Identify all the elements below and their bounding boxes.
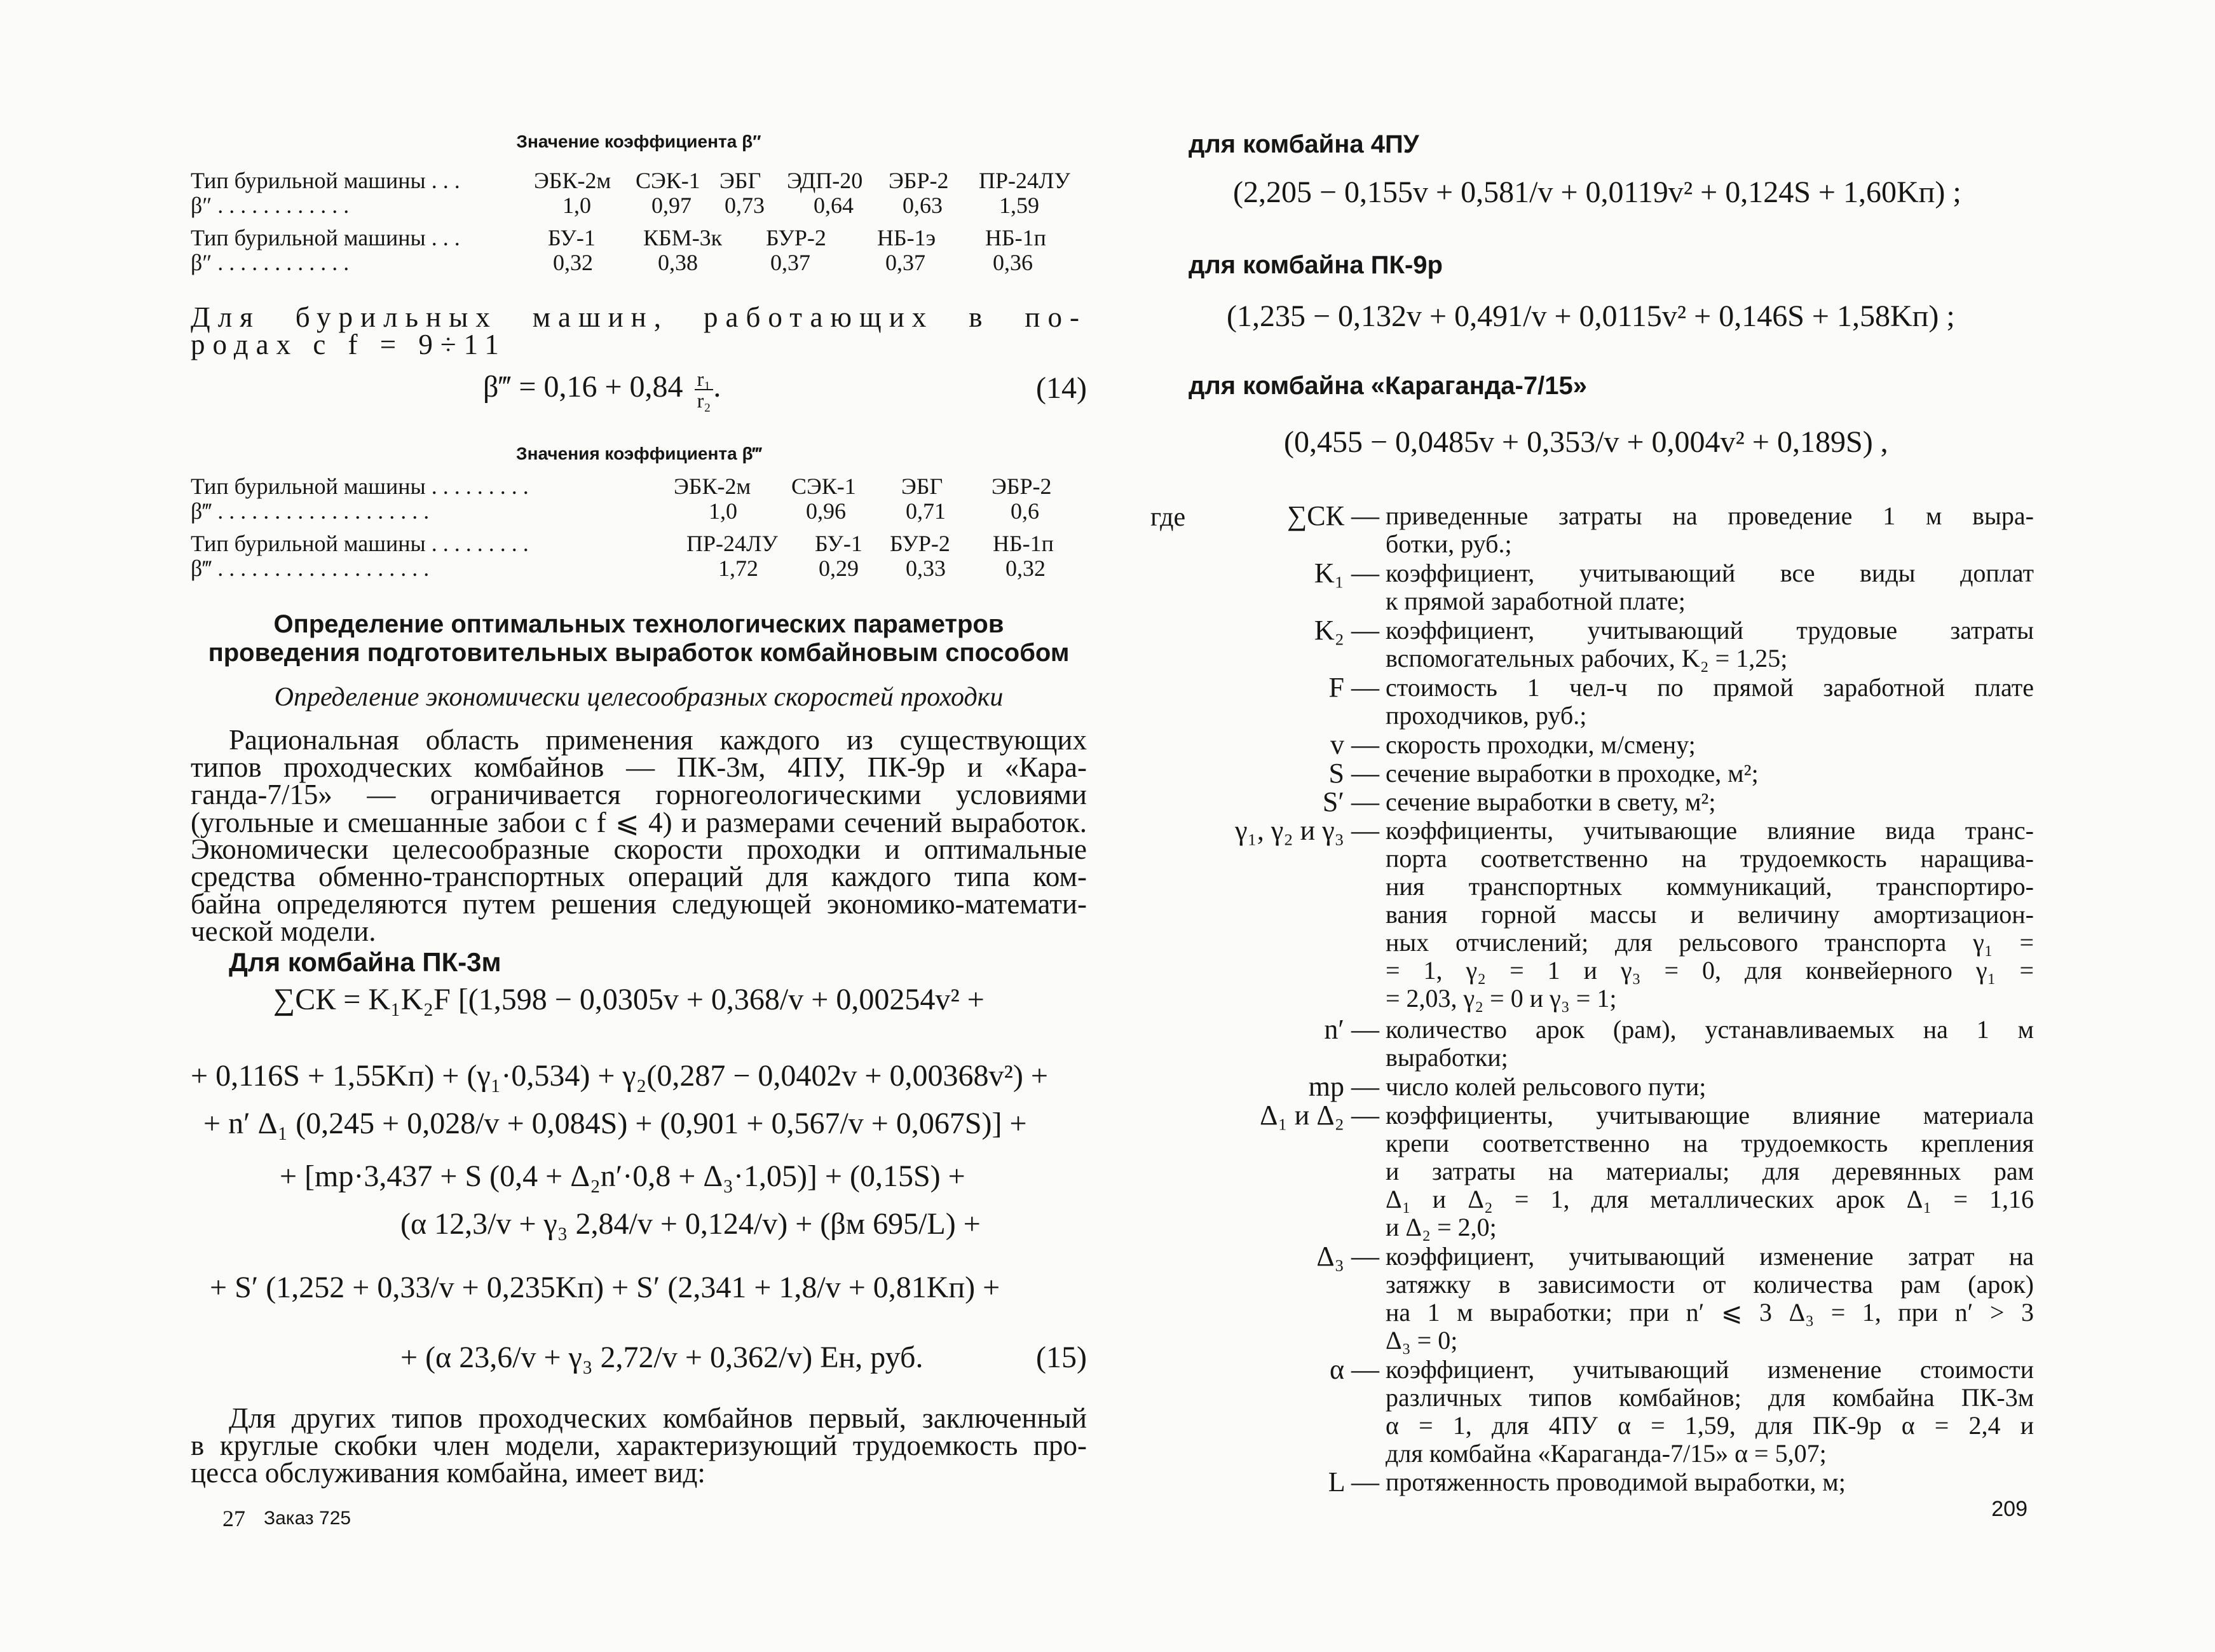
glossary-term: n′ — bbox=[1324, 1014, 1379, 1045]
table1-cell: 0,97 bbox=[651, 193, 692, 218]
para-line: Рациональная область применения каждого из существующих bbox=[229, 724, 1087, 756]
page-number: 209 bbox=[1991, 1497, 2028, 1521]
glossary-definition: коэффициент, учитывающий изменение затрат на затяжку в зависимости от количества рам (арок) на 1 м выработки; при n′ ⩽ 3 Δ₃ = 1, при n′ > 3 Δ₃ = 0; bbox=[1386, 1242, 2034, 1355]
equation-line: ∑СК = K₁K₂F [(1,598 − 0,0305v + 0,368/v + 0,00254v² + bbox=[273, 983, 985, 1016]
table2-cell: 0,32 bbox=[1005, 556, 1046, 581]
table1-cell: 1,59 bbox=[999, 193, 1039, 218]
table1-cell: 0,37 bbox=[770, 250, 810, 275]
table1-cell: БУР-2 bbox=[766, 225, 826, 250]
glossary-definition: число колей рельсового пути; bbox=[1386, 1072, 1707, 1101]
para-line: байна определяются путем решения следующей экономико-математи- bbox=[191, 888, 1087, 920]
formula-karaganda: (0,455 − 0,0485v + 0,353/v + 0,004v² + 0,189S) , bbox=[1284, 425, 1888, 459]
formula-14-main: β‴ = 0,16 + 0,84 bbox=[483, 370, 683, 404]
table2-cell: 1,72 bbox=[718, 556, 758, 581]
where-label: где bbox=[1150, 503, 1186, 532]
table2-cell: 0,6 bbox=[1011, 498, 1039, 524]
glossary-term: Δ₁ и Δ₂ — bbox=[1260, 1100, 1379, 1131]
glossary-definition: стоимость 1 чел-ч по прямой заработной плате проходчиков, руб.; bbox=[1386, 673, 2034, 730]
table2-cell: СЭК-1 bbox=[791, 474, 856, 499]
table1-cell: 0,63 bbox=[903, 193, 943, 218]
table2-title: Значения коэффициента β‴ bbox=[516, 444, 761, 463]
section-subheading: Определение экономически целесообразных скоростей проходки bbox=[274, 683, 1004, 712]
table1-beta-label: β″ . . . . . . . . . . . . bbox=[191, 193, 350, 218]
table1-type-label: Тип бурильной машины . . . bbox=[191, 225, 460, 250]
equation-15-number: (15) bbox=[1036, 1341, 1087, 1374]
glossary-term: K₂ — bbox=[1314, 615, 1379, 646]
combine-pk9r-label: для комбайна ПК-9р bbox=[1189, 251, 1443, 279]
formula-14-number: (14) bbox=[1036, 371, 1087, 405]
tail-line: в круглые скобки член модели, характеризующий трудоемкость про- bbox=[191, 1430, 1087, 1461]
formula-14-den: r₂ bbox=[697, 389, 711, 412]
table1-beta-label: β″ . . . . . . . . . . . . bbox=[191, 250, 350, 275]
table1-cell: НБ-1э bbox=[877, 225, 936, 250]
glossary-term: L — bbox=[1328, 1466, 1379, 1498]
equation-line: + (α 23,6/v + γ₃ 2,72/v + 0,362/v) Eн, руб. bbox=[400, 1341, 923, 1374]
glossary-term: ∑СК — bbox=[1286, 500, 1379, 531]
table1-cell: КБМ-3к bbox=[643, 225, 723, 250]
glossary-definition: скорость проходки, м/смену; bbox=[1386, 730, 1696, 759]
tail-line: цесса обслуживания комбайна, имеет вид: bbox=[191, 1457, 705, 1489]
glossary-definition: коэффициенты, учитывающие влияние вида транс- порта соответственно на трудоемкость наращива- ния транспортных коммуникаций, транспортиро- вания горной массы и величину амортизацион- ных отчислений; для рельсового транспорта γ₁ = = 1, γ₂ = 1 и γ₃ = 0, для конвейерного γ₁ = = 2,03, γ₂ = 0 и γ₃ = 1; bbox=[1386, 816, 2034, 1013]
table1-row2-values bbox=[191, 249, 1087, 287]
table1-cell: СЭК-1 bbox=[636, 168, 700, 193]
glossary-definition: коэффициент, учитывающий все виды доплат к прямой заработной плате; bbox=[1386, 559, 2034, 615]
para-line: ческой модели. bbox=[191, 915, 376, 947]
table1-cell: ПР-24ЛУ bbox=[979, 168, 1070, 193]
table2-cell: ЭБГ bbox=[901, 474, 943, 499]
glossary-term: Δ₃ — bbox=[1316, 1241, 1379, 1272]
table2-cell: 1,0 bbox=[709, 498, 737, 524]
equation-line: + [mр·3,437 + S (0,4 + Δ₂n′·0,8 + Δ₃·1,05)] + (0,15S) + bbox=[280, 1159, 965, 1193]
table2-row2-values bbox=[191, 555, 1087, 593]
pk3m-label: Для комбайна ПК-3м bbox=[229, 947, 501, 977]
table2-cell: 0,96 bbox=[806, 498, 846, 524]
table1-type-label: Тип бурильной машины . . . bbox=[191, 168, 460, 193]
table1-cell: ЭБК-2м bbox=[534, 168, 611, 193]
table2-cell: НБ-1п bbox=[993, 531, 1054, 556]
glossary-term: v — bbox=[1330, 729, 1379, 760]
table2-beta-label: β‴ . . . . . . . . . . . . . . . . . . . bbox=[191, 498, 430, 524]
formula-pk9r: (1,235 − 0,132v + 0,491/v + 0,0115v² + 0,146S + 1,58Kп) ; bbox=[1227, 299, 1955, 333]
glossary-definition: приведенные затраты на проведение 1 м выра- ботки, руб.; bbox=[1386, 502, 2034, 558]
para-line: средства обменно-транспортных операций для каждого типа ком- bbox=[191, 861, 1087, 892]
glossary-definition: протяженность проводимой выработки, м; bbox=[1386, 1468, 1846, 1496]
intro-line-1: Для бурильных машин, работающих в по- bbox=[191, 301, 1087, 333]
para-line: (угольные и смешанные забои с f ⩽ 4) и размерами сечений выработок. bbox=[191, 807, 1087, 838]
table1-cell: 0,36 bbox=[993, 250, 1033, 275]
formula-14-fraction bbox=[695, 369, 714, 411]
intro-line-2: родах с f = 9÷11 bbox=[191, 329, 507, 360]
combine-4pu-label: для комбайна 4ПУ bbox=[1189, 130, 1419, 158]
equation-line: + n′ Δ₁ (0,245 + 0,028/v + 0,084S) + (0,901 + 0,567/v + 0,067S)] + bbox=[203, 1107, 1027, 1140]
formula-4pu: (2,205 − 0,155v + 0,581/v + 0,0119v² + 0,124S + 1,60Kп) ; bbox=[1233, 175, 1961, 209]
glossary-term: mр — bbox=[1308, 1071, 1379, 1102]
table1-cell: 0,38 bbox=[658, 250, 698, 275]
table2-type-label: Тип бурильной машины . . . . . . . . . bbox=[191, 531, 529, 556]
footer-order: Заказ 725 bbox=[264, 1508, 351, 1529]
table2-beta-label: β‴ . . . . . . . . . . . . . . . . . . . bbox=[191, 556, 430, 581]
table2-cell: ЭБР-2 bbox=[992, 474, 1052, 499]
formula-14: β‴ = 0,16 + 0,84 $\frac{\text{r₁}}{\text{r₂}}$ . bbox=[483, 367, 721, 412]
table2-cell: 0,71 bbox=[906, 498, 946, 524]
table1-cell: 0,64 bbox=[814, 193, 854, 218]
tail-line: Для других типов проходческих комбайнов первый, заключенный bbox=[229, 1402, 1087, 1434]
glossary-definition: коэффициент, учитывающий трудовые затраты вспомогательных рабочих, K₂ = 1,25; bbox=[1386, 616, 2034, 672]
table1-cell: ЭБГ bbox=[719, 168, 761, 193]
table1-cell: БУ-1 bbox=[548, 225, 596, 250]
table2-cell: 0,29 bbox=[819, 556, 859, 581]
formula-14-num: r₁ bbox=[695, 369, 714, 390]
table2-cell: ЭБК-2м bbox=[674, 474, 751, 499]
right-page bbox=[1150, 0, 2034, 1652]
table2-cell: ПР-24ЛУ bbox=[686, 531, 778, 556]
glossary-term: γ₁, γ₂ и γ₃ — bbox=[1235, 815, 1379, 846]
table2-type-label: Тип бурильной машины . . . . . . . . . bbox=[191, 474, 529, 499]
glossary-definition: коэффициенты, учитывающие влияние материала крепи соответственно на трудоемкость крепления и затраты на материалы; для деревянных рам Δ₁ и Δ₂ = 1, для металлических арок Δ₁ = 1,16 и Δ₂ = 2,0; bbox=[1386, 1101, 2034, 1241]
table1-title: Значение коэффициента β″ bbox=[516, 132, 761, 151]
glossary-definition: сечение выработки в свету, м²; bbox=[1386, 788, 1716, 816]
left-page bbox=[191, 0, 1087, 1652]
section-heading-line-2: проведения подготовительных выработок комбайновым способом bbox=[208, 639, 1070, 667]
table1-cell: 0,73 bbox=[725, 193, 765, 218]
section-heading-line-1: Определение оптимальных технологических параметров bbox=[273, 610, 1004, 638]
para-line: ганда-7/15» — ограничивается горногеологическими условиями bbox=[191, 779, 1087, 810]
combine-karaganda-label: для комбайна «Караганда-7/15» bbox=[1189, 372, 1587, 400]
footer-signature-number: 27 bbox=[222, 1506, 245, 1531]
para-line: типов проходческих комбайнов — ПК-3м, 4ПУ, ПК-9р и «Кара- bbox=[191, 751, 1087, 783]
glossary-term: F — bbox=[1328, 672, 1379, 703]
table1-cell: 0,32 bbox=[553, 250, 593, 275]
equation-line: (α 12,3/v + γ₃ 2,84/v + 0,124/v) + (βм 695/L) + bbox=[400, 1207, 981, 1241]
table2-cell: 0,33 bbox=[906, 556, 946, 581]
equation-line: + S′ (1,252 + 0,33/v + 0,235Kп) + S′ (2,341 + 1,8/v + 0,81Kп) + bbox=[210, 1271, 1000, 1304]
glossary-term: S — bbox=[1328, 758, 1379, 789]
glossary-term: α — bbox=[1329, 1354, 1379, 1385]
para-line: Экономически целесообразные скорости проходки и оптимальные bbox=[191, 833, 1087, 865]
glossary-definition: количество арок (рам), устанавливаемых на 1 м выработки; bbox=[1386, 1015, 2034, 1072]
glossary-definition: сечение выработки в проходке, м²; bbox=[1386, 759, 1759, 788]
table2-cell: БУР-2 bbox=[890, 531, 950, 556]
glossary-definition: коэффициент, учитывающий изменение стоимости различных типов комбайнов; для комбайна ПК-3м α = 1, для 4ПУ α = 1,59, для ПК-9р α = 2,4 и для комбайна «Караганда-7/15» α = 5,07; bbox=[1386, 1355, 2034, 1468]
table1-cell: 0,37 bbox=[885, 250, 925, 275]
table1-cell: НБ-1п bbox=[985, 225, 1046, 250]
glossary-term: K₁ — bbox=[1314, 557, 1379, 589]
table1-cell: ЭБР-2 bbox=[889, 168, 949, 193]
table2-cell: БУ-1 bbox=[815, 531, 862, 556]
glossary-term: S′ — bbox=[1322, 786, 1379, 817]
table1-cell: ЭДП-20 bbox=[787, 168, 863, 193]
equation-line: + 0,116S + 1,55Kп) + (γ₁·0,534) + γ₂(0,287 − 0,0402v + 0,00368v²) + bbox=[191, 1059, 1048, 1093]
table1-cell: 1,0 bbox=[562, 193, 591, 218]
